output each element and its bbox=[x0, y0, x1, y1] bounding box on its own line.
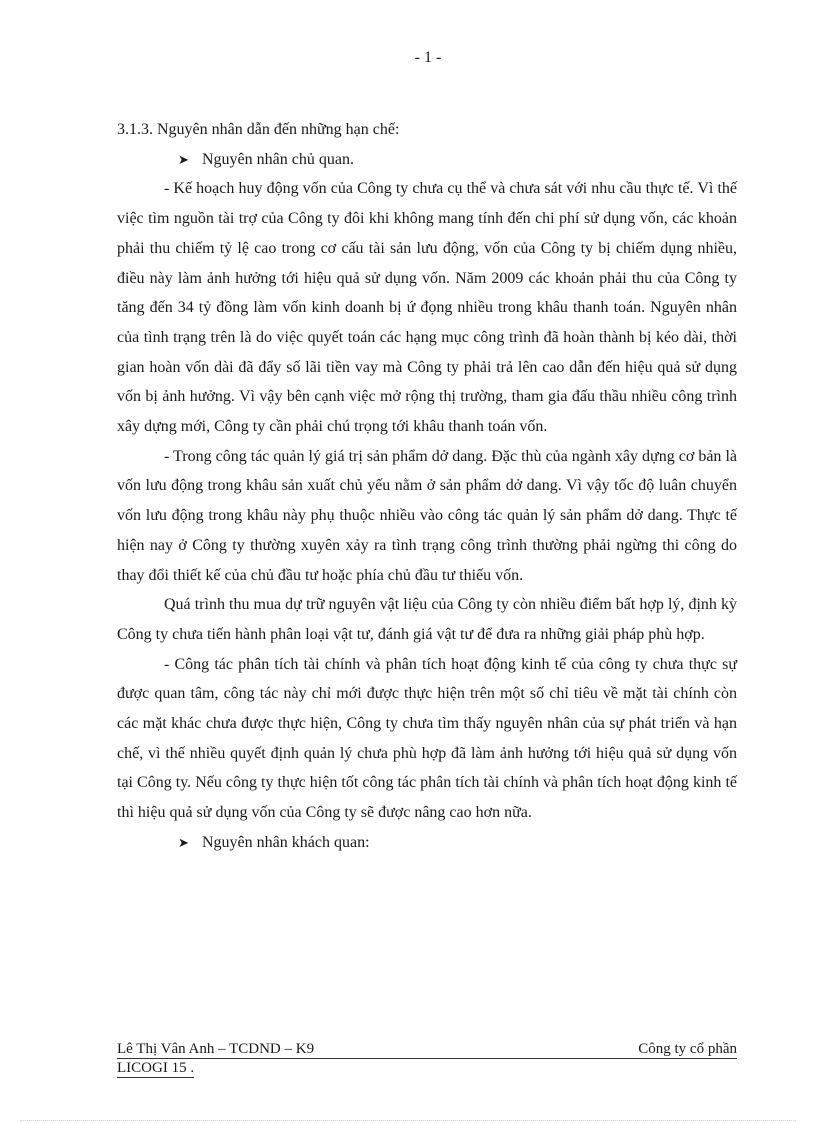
footer-company-part2: LICOGI 15 . bbox=[117, 1060, 195, 1076]
section-heading: 3.1.3. Nguyên nhân dẫn đến những hạn chế: bbox=[117, 121, 400, 138]
arrow-bullet-icon: ➤ bbox=[178, 834, 189, 850]
bullet-objective-label: Nguyên nhân khách quan: bbox=[202, 833, 370, 851]
document-body bbox=[117, 115, 737, 858]
page-footer bbox=[117, 1040, 737, 1078]
bullet-objective-causes bbox=[117, 828, 737, 858]
paragraph-work-in-progress: - Trong công tác quản lý giá trị sản phẩm dở dang. Đặc thù của ngành xây dựng cơ bản là vốn lưu động trong khâu sản xuất chủ yếu nằm ở sản phẩm dở dang. Vì vậy tốc độ luân chuyển vốn lưu động trong khâu này phụ thuộc nhiều vào công tác quản lý sản phẩm dở dang. Thực tế hiện nay ở Công ty thường xuyên xảy ra tình trạng công trình thường phải ngừng thi công do thay đổi thiết kế của chủ đầu tư hoặc phía chủ đầu tư thiếu vốn. bbox=[117, 447, 737, 584]
page-number: - 1 - bbox=[414, 49, 442, 66]
paragraph-capital-plan: - Kế hoạch huy động vốn của Công ty chưa cụ thể và chưa sát với nhu cầu thực tế. Vì thế việc tìm nguồn tài trợ của Công ty đôi khi không mang tính đến chi phí sử dụng vốn, các khoản phải thu chiếm tỷ lệ cao trong cơ cấu tài sản lưu động, vốn của Công ty bị chiếm dụng nhiều, điều này làm ảnh hưởng tới hiệu quả sử dụng vốn. Năm 2009 các khoản phải thu của Công ty tăng đến 34 tỷ đồng làm vốn kinh doanh bị ứ đọng nhiều trong khâu thanh toán. Nguyên nhân của tình trạng trên là do việc quyết toán các hạng mục công trình đã hoàn thành bị kéo dài, thời gian hoàn vốn dài đã đẩy số lãi tiền vay mà Công ty phải trả lên cao dẫn đến hiệu quả sử dụng vốn bị ảnh hưởng. Vì vậy bên cạnh việc mở rộng thị trường, tham gia đấu thầu nhiều công trình xây dựng mới, Công ty cần phải chú trọng tới khâu thanh toán vốn. bbox=[117, 180, 737, 436]
footer-author: Lê Thị Vân Anh – TCDND – K9 bbox=[117, 1041, 315, 1057]
paragraph-financial-analysis: - Công tác phân tích tài chính và phân tích hoạt động kinh tế của công ty chưa thực sự được quan tâm, công tác này chỉ mới được thực hiện trên một số chỉ tiêu về mặt tài chính còn các mặt khác chưa được thực hiện, Công ty chưa tìm thấy nguyên nhân của sự phát triển và hạn chế, vì thế nhiều quyết định quản lý chưa phù hợp đã làm ảnh hưởng tới hiệu quả sử dụng vốn tại Công ty. Nếu công ty thực hiện tốt công tác phân tích tài chính và phân tích hoạt động kinh tế thì hiệu quả sử dụng vốn của Công ty sẽ được nâng cao hơn nữa. bbox=[117, 655, 737, 822]
footer-first-line bbox=[117, 1040, 737, 1059]
bullet-subjective-label: Nguyên nhân chủ quan. bbox=[202, 150, 354, 168]
page-edge-divider bbox=[20, 1120, 796, 1121]
footer-company-part1: Công ty cổ phần bbox=[638, 1041, 737, 1057]
paragraph-material-purchase: Quá trình thu mua dự trữ nguyên vật liệu của Công ty còn nhiều điểm bất hợp lý, định kỳ Công ty chưa tiến hành phân loại vật tư, đánh giá vật tư để đưa ra những giải pháp phù hợp. bbox=[117, 596, 737, 643]
bullet-subjective-causes bbox=[117, 145, 737, 175]
arrow-bullet-icon: ➤ bbox=[178, 151, 189, 167]
